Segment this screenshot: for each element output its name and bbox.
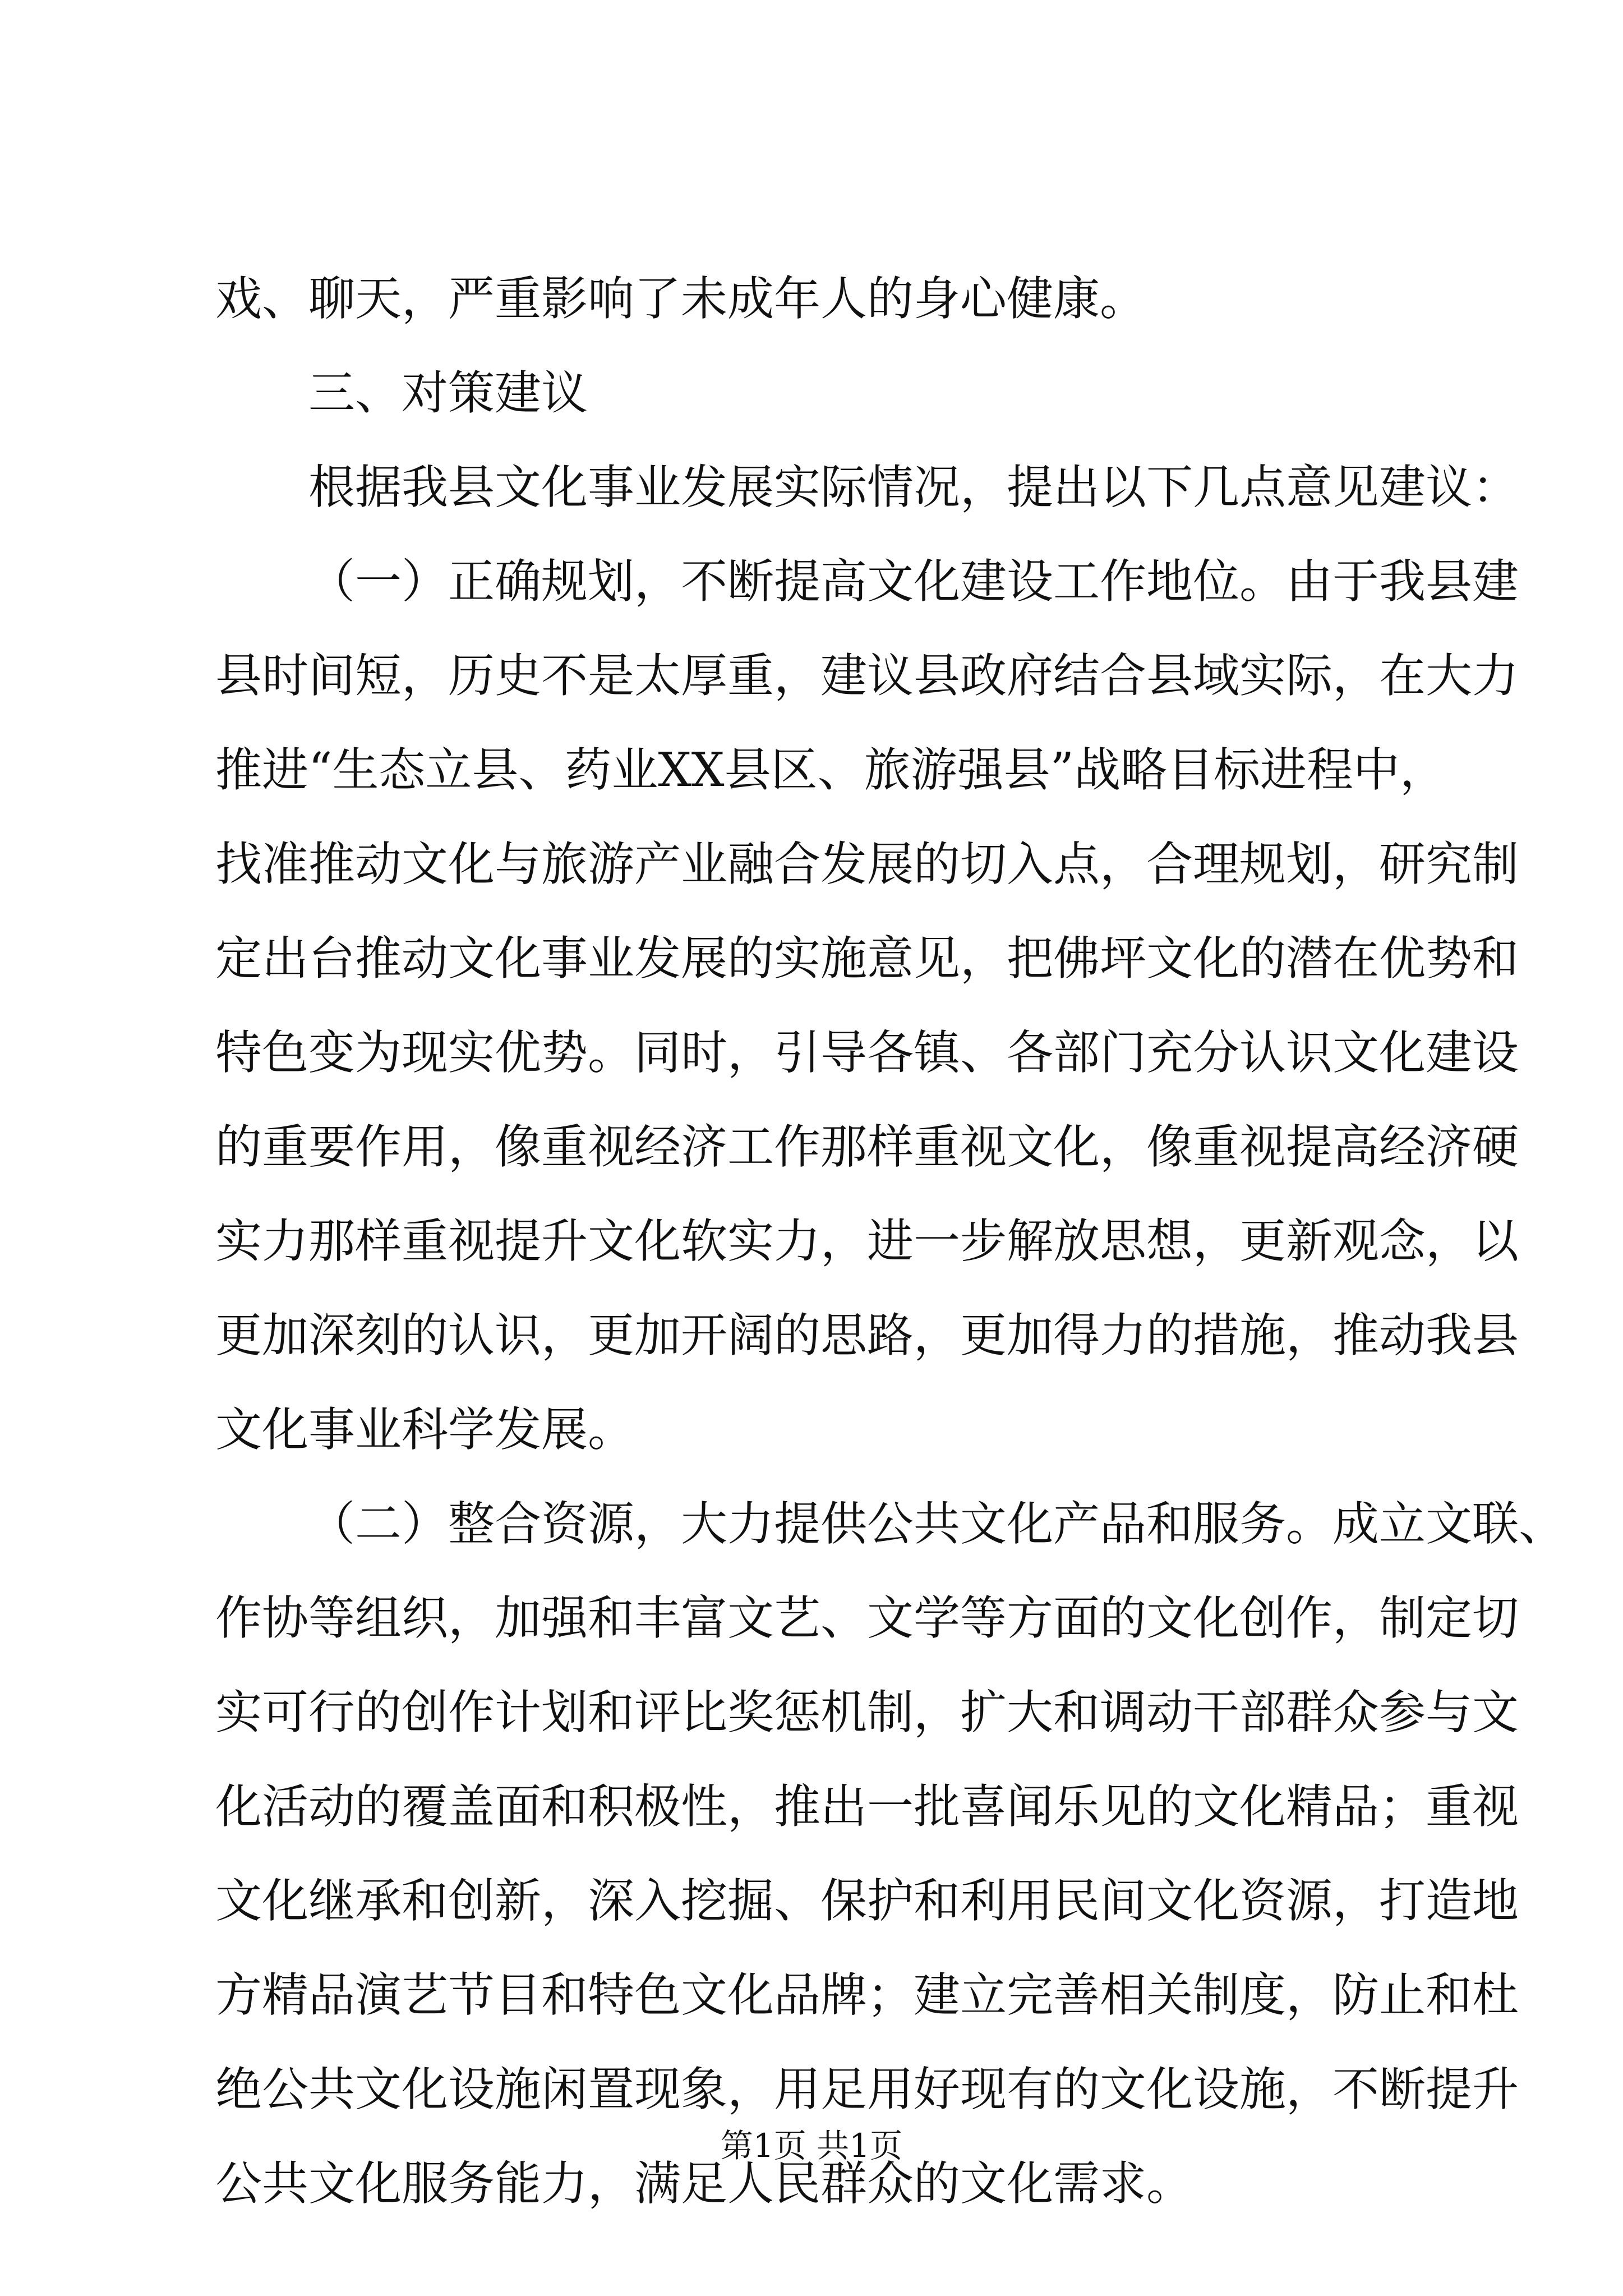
- body-line: 根据我县文化事业发展实际情况，提出以下几点意见建议：: [308, 460, 1519, 514]
- body-line: 绝公共文化设施闲置现象，用足用好现有的文化设施，不断提升: [215, 2062, 1519, 2116]
- body-line: 方精品演艺节目和特色文化品牌；建立完善相关制度，防止和杜: [215, 1968, 1519, 2022]
- body-line: 戏、聊天，严重影响了未成年人的身心健康。: [215, 272, 1146, 326]
- body-line: 更加深刻的认识，更加开阔的思路，更加得力的措施，推动我县: [215, 1308, 1519, 1363]
- body-line: 特色变为现实优势。同时，引导各镇、各部门充分认识文化建设: [215, 1025, 1519, 1080]
- body-line: 实可行的创作计划和评比奖惩机制，扩大和调动干部群众参与文: [215, 1685, 1519, 1740]
- body-line: 定出台推动文化事业发展的实施意见，把佛坪文化的潜在优势和: [215, 931, 1519, 986]
- subsection-heading-line: （二）整合资源，大力提供公共文化产品和服务。成立文联、: [308, 1497, 1565, 1551]
- body-line: 文化事业科学发展。: [215, 1402, 634, 1457]
- body-line: 文化继承和创新，深入挖掘、保护和利用民间文化资源，打造地: [215, 1874, 1519, 1928]
- section-heading: 三、对策建议: [308, 366, 588, 420]
- body-line: 推进“生态立县、药业XX县区、旅游强县”战略目标进程中，: [215, 743, 1447, 797]
- body-line: 县时间短，历史不是太厚重，建议县政府结合县域实际，在大力: [215, 648, 1519, 703]
- body-line: 作协等组织，加强和丰富文艺、文学等方面的文化创作，制定切: [215, 1591, 1519, 1645]
- body-line: 实力那样重视提升文化软实力，进一步解放思想，更新观念，以: [215, 1214, 1519, 1268]
- body-line: 找准推动文化与旅游产业融合发展的切入点，合理规划，研究制: [215, 837, 1519, 891]
- subsection-heading-line: （一）正确规划，不断提高文化建设工作地位。由于我县建: [308, 554, 1519, 609]
- body-line: 公共文化服务能力，满足人民群众的文化需求。: [215, 2156, 1193, 2211]
- body-line: 的重要作用，像重视经济工作那样重视文化，像重视提高经济硬: [215, 1120, 1519, 1174]
- body-line: 化活动的覆盖面和积极性，推出一批喜闻乐见的文化精品；重视: [215, 1779, 1519, 1834]
- page-footer: 第1页 共1页: [720, 2127, 903, 2165]
